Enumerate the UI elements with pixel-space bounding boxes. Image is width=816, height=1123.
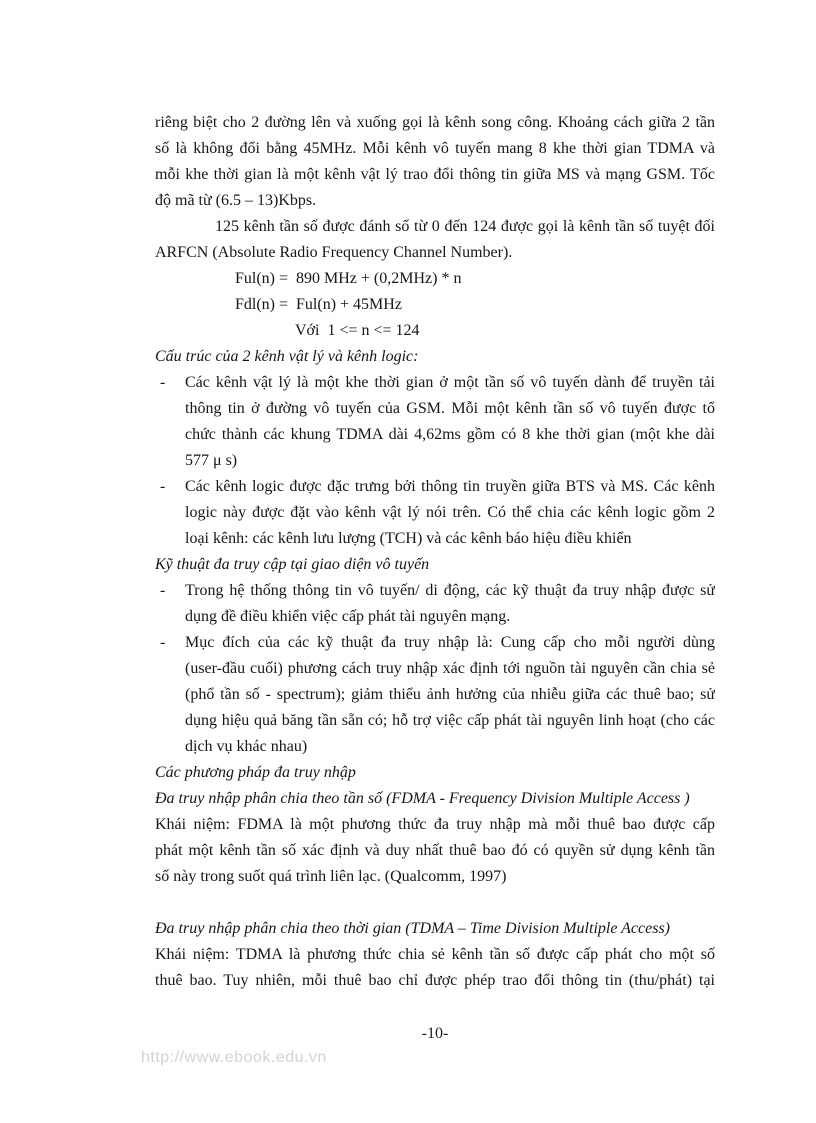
bullet-logic-channels-line-3: loại kênh: các kênh lưu lượng (TCH) và các kênh báo hiệu điều khiển: [185, 530, 632, 547]
formula-arfcn-frequencies-line-1: Ful(n) = 890 MHz + (0,2MHz) * n: [235, 270, 462, 287]
bullet-logic-channels: [155, 474, 715, 552]
paragraph-fdma-concept-line-3: số này trong suốt quá trình liên lạc. (Qualcomm, 1997): [155, 868, 507, 885]
bullet-logic-channels-line-1: Các kênh logic được đặc trưng bởi thông tin truyền giữa BTS và MS. Các kênh: [185, 478, 715, 495]
paragraph-duplex-channel-line-3: mỗi khe thời gian là một kênh vật lý trao đổi thông tin giữa MS và mạng GSM. Tốc: [155, 166, 715, 183]
bullet-access-purpose-line-5: dịch vụ khác nhau): [185, 738, 308, 755]
bullet-access-control-line-2: dụng đề điều khiển việc cấp phát tài nguyên mạng.: [185, 608, 511, 625]
bullet-dash: -: [160, 634, 166, 651]
bullet-access-purpose-line-2: (user-đầu cuối) phương cách truy nhập xác định tới nguồn tài nguyên cần chia sẻ: [185, 660, 715, 677]
heading-fdma: [155, 786, 715, 812]
paragraph-fdma-concept-line-1: Khái niệm: FDMA là một phương thức đa truy nhập mà mỗi thuê bao được cấp: [155, 816, 715, 833]
bullet-dash: -: [160, 374, 166, 391]
bullet-dash: -: [160, 478, 166, 495]
heading-access-methods-line-1: Các phương pháp đa truy nhập: [155, 764, 356, 781]
bullet-access-purpose-line-4: dụng hiệu quả băng tần sẵn có; hỗ trợ việc cấp phát tài nguyên linh hoạt (cho các: [185, 712, 715, 729]
paragraph-tdma-concept: [155, 942, 715, 994]
bullet-dash: -: [160, 582, 166, 599]
bullet-physical-channels-line-4: 577 μ s): [185, 452, 238, 469]
heading-access-methods: [155, 760, 715, 786]
paragraph-arfcn-line-2: ARFCN (Absolute Radio Frequency Channel Number).: [155, 244, 513, 261]
heading-tdma-line-1: Đa truy nhập phân chia theo thời gian (TDMA – Time Division Multiple Access): [155, 920, 671, 937]
formula-arfcn-frequencies-line-2: Fdl(n) = Ful(n) + 45MHz: [235, 296, 402, 313]
page-number: -10-: [421, 1025, 449, 1042]
formula-arfcn-frequencies-line-3: Với 1 <= n <= 124: [295, 322, 420, 339]
heading-channel-structure: [155, 344, 715, 370]
bullet-physical-channels-line-3: chức thành các khung TDMA dài 4,62ms gồm có 8 khe thời gian (một khe dài: [185, 426, 715, 443]
bullet-access-purpose: [155, 630, 715, 760]
bullet-access-purpose-line-3: (phổ tần số - spectrum); giảm thiểu ảnh hưởng của nhiễu giữa các thuê bao; sử: [185, 686, 715, 703]
paragraph-duplex-channel-line-4: độ mã từ (6.5 – 13)Kbps.: [155, 192, 317, 209]
blank-line: [155, 890, 715, 916]
watermark-url: http://www.ebook.edu.vn: [141, 1049, 327, 1066]
paragraph-arfcn: [155, 214, 715, 266]
bullet-physical-channels-line-2: thông tin ở đường vô tuyến của GSM. Mỗi một kênh tần số vô tuyến được tổ: [185, 400, 715, 417]
bullet-access-control: [155, 578, 715, 630]
paragraph-tdma-concept-line-1: Khái niệm: TDMA là phương thức chia sẻ kênh tần số được cấp phát cho một số: [155, 946, 715, 963]
bullet-access-control-line-1: Trong hệ thống thông tin vô tuyến/ di động, các kỹ thuật đa truy nhập được sử: [185, 582, 715, 599]
paragraph-tdma-concept-line-2: thuê bao. Tuy nhiên, mỗi thuê bao chỉ được phép trao đổi thông tin (thu/phát) tại: [155, 972, 715, 989]
bullet-logic-channels-line-2: logic này được đặt vào kênh vật lý nói trên. Có thể chia các kênh logic gồm 2: [185, 504, 715, 521]
paragraph-duplex-channel-line-2: số là không đổi bằng 45MHz. Mỗi kênh vô tuyến mang 8 khe thời gian TDMA và: [155, 140, 715, 157]
paragraph-fdma-concept: [155, 812, 715, 890]
paragraph-duplex-channel: [155, 110, 715, 214]
paragraph-arfcn-line-1: 125 kênh tần số được đánh số từ 0 đến 124 được gọi là kênh tần số tuyệt đối: [215, 218, 715, 235]
bullet-access-purpose-line-1: Mục đích của các kỹ thuật đa truy nhập là: Cung cấp cho mỗi người dùng: [185, 634, 715, 651]
paragraph-duplex-channel-line-1: riêng biệt cho 2 đường lên và xuống gọi là kênh song công. Khoảng cách giữa 2 tần: [155, 114, 715, 131]
paragraph-fdma-concept-line-2: phát một kênh tần số xác định và duy nhất thuê bao đó có quyền sử dụng kênh tần: [155, 842, 715, 859]
bullet-physical-channels-line-1: Các kênh vật lý là một khe thời gian ở một tần số vô tuyến dành để truyền tải: [185, 374, 715, 391]
heading-multiple-access-technique: [155, 552, 715, 578]
heading-fdma-line-1: Đa truy nhập phân chia theo tần số (FDMA - Frequency Division Multiple Access ): [155, 790, 690, 807]
heading-multiple-access-technique-line-1: Kỹ thuật đa truy cập tại giao diện vô tuyến: [155, 556, 430, 573]
document-content: [155, 110, 715, 994]
bullet-physical-channels: [155, 370, 715, 474]
formula-arfcn-frequencies: [155, 266, 715, 344]
heading-tdma: [155, 916, 715, 942]
heading-channel-structure-line-1: Cấu trúc của 2 kênh vật lý và kênh logic:: [155, 348, 419, 365]
